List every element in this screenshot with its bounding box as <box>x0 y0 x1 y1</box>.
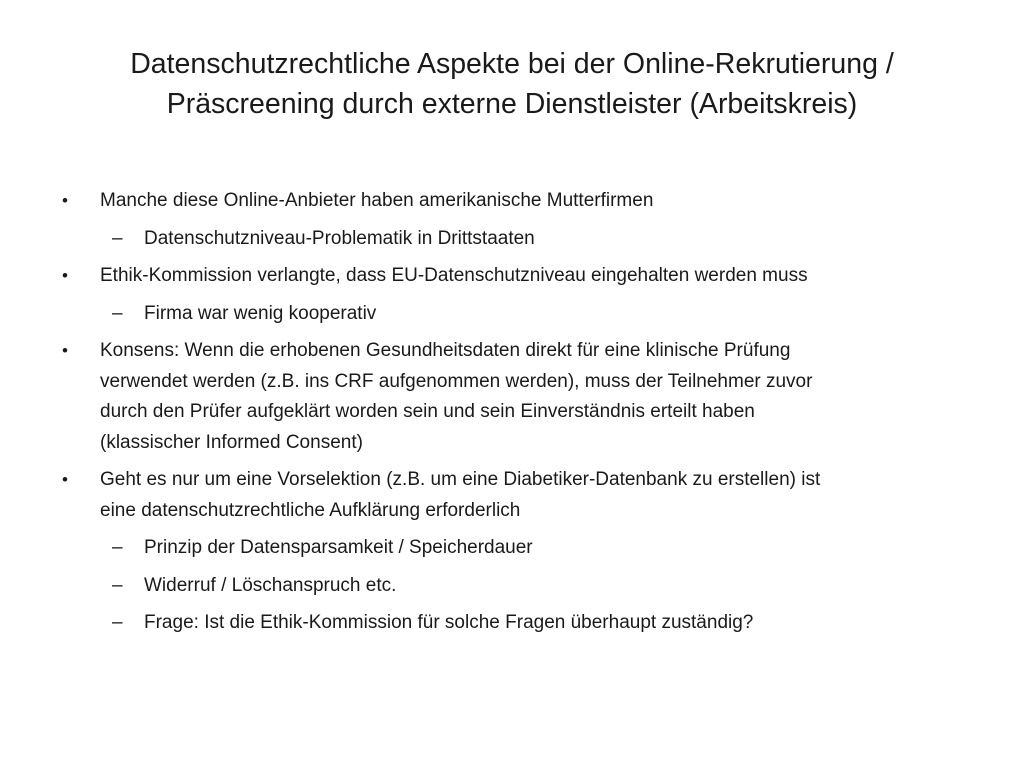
bullet-marker: • <box>62 341 68 360</box>
slide-title <box>40 44 984 124</box>
sub-bullet-item <box>62 224 962 255</box>
slide-title-line-1: Datenschutzrechtliche Aspekte bei der Online-Rekrutierung / <box>130 48 894 80</box>
bullet-item <box>62 186 962 217</box>
sub-bullet-text: Datenschutzniveau-Problematik in Drittstaaten <box>144 227 535 249</box>
bullet-text: durch den Prüfer aufgeklärt worden sein und sein Einverständnis erteilt haben <box>100 401 755 422</box>
bullet-item <box>62 261 962 292</box>
bullet-text: Geht es nur um eine Vorselektion (z.B. um eine Diabetiker-Datenbank zu erstellen) ist <box>100 469 821 490</box>
sub-bullet-text: Firma war wenig kooperativ <box>144 302 377 324</box>
dash-marker: – <box>112 302 123 324</box>
dash-marker: – <box>112 537 123 558</box>
sub-bullet-item <box>62 533 962 564</box>
bullet-text: Ethik-Kommission verlangte, dass EU-Datenschutzniveau eingehalten werden muss <box>100 265 808 286</box>
bullet-marker: • <box>62 191 68 210</box>
bullet-marker: • <box>62 470 68 489</box>
bullet-text: Manche diese Online-Anbieter haben amerikanische Mutterfirmen <box>100 190 654 211</box>
dash-marker: – <box>112 574 123 596</box>
sub-bullet-text: Widerruf / Löschanspruch etc. <box>144 574 397 596</box>
bullet-text: eine datenschutzrechtliche Aufklärung erforderlich <box>100 499 521 521</box>
bullet-item <box>62 336 962 458</box>
sub-bullet-text: Frage: Ist die Ethik-Kommission für solche Fragen überhaupt zuständig? <box>144 612 754 633</box>
sub-bullet-item <box>62 608 962 639</box>
bullet-marker: • <box>62 266 68 285</box>
sub-bullet-item <box>62 571 962 602</box>
sub-bullet-text: Prinzip der Datensparsamkeit / Speicherdauer <box>144 537 533 558</box>
sub-bullet-item <box>62 299 962 330</box>
bullet-text: verwendet werden (z.B. ins CRF aufgenommen werden), muss der Teilnehmer zuvor <box>100 370 813 392</box>
bullet-text: Konsens: Wenn die erhobenen Gesundheitsdaten direkt für eine klinische Prüfung <box>100 340 791 361</box>
dash-marker: – <box>112 612 123 633</box>
bullet-item <box>62 465 962 526</box>
dash-marker: – <box>112 227 123 249</box>
slide-title-line-2: Präscreening durch externe Dienstleister (Arbeitskreis) <box>166 88 858 120</box>
bullet-text: (klassischer Informed Consent) <box>100 431 363 453</box>
bullet-list <box>62 186 962 646</box>
